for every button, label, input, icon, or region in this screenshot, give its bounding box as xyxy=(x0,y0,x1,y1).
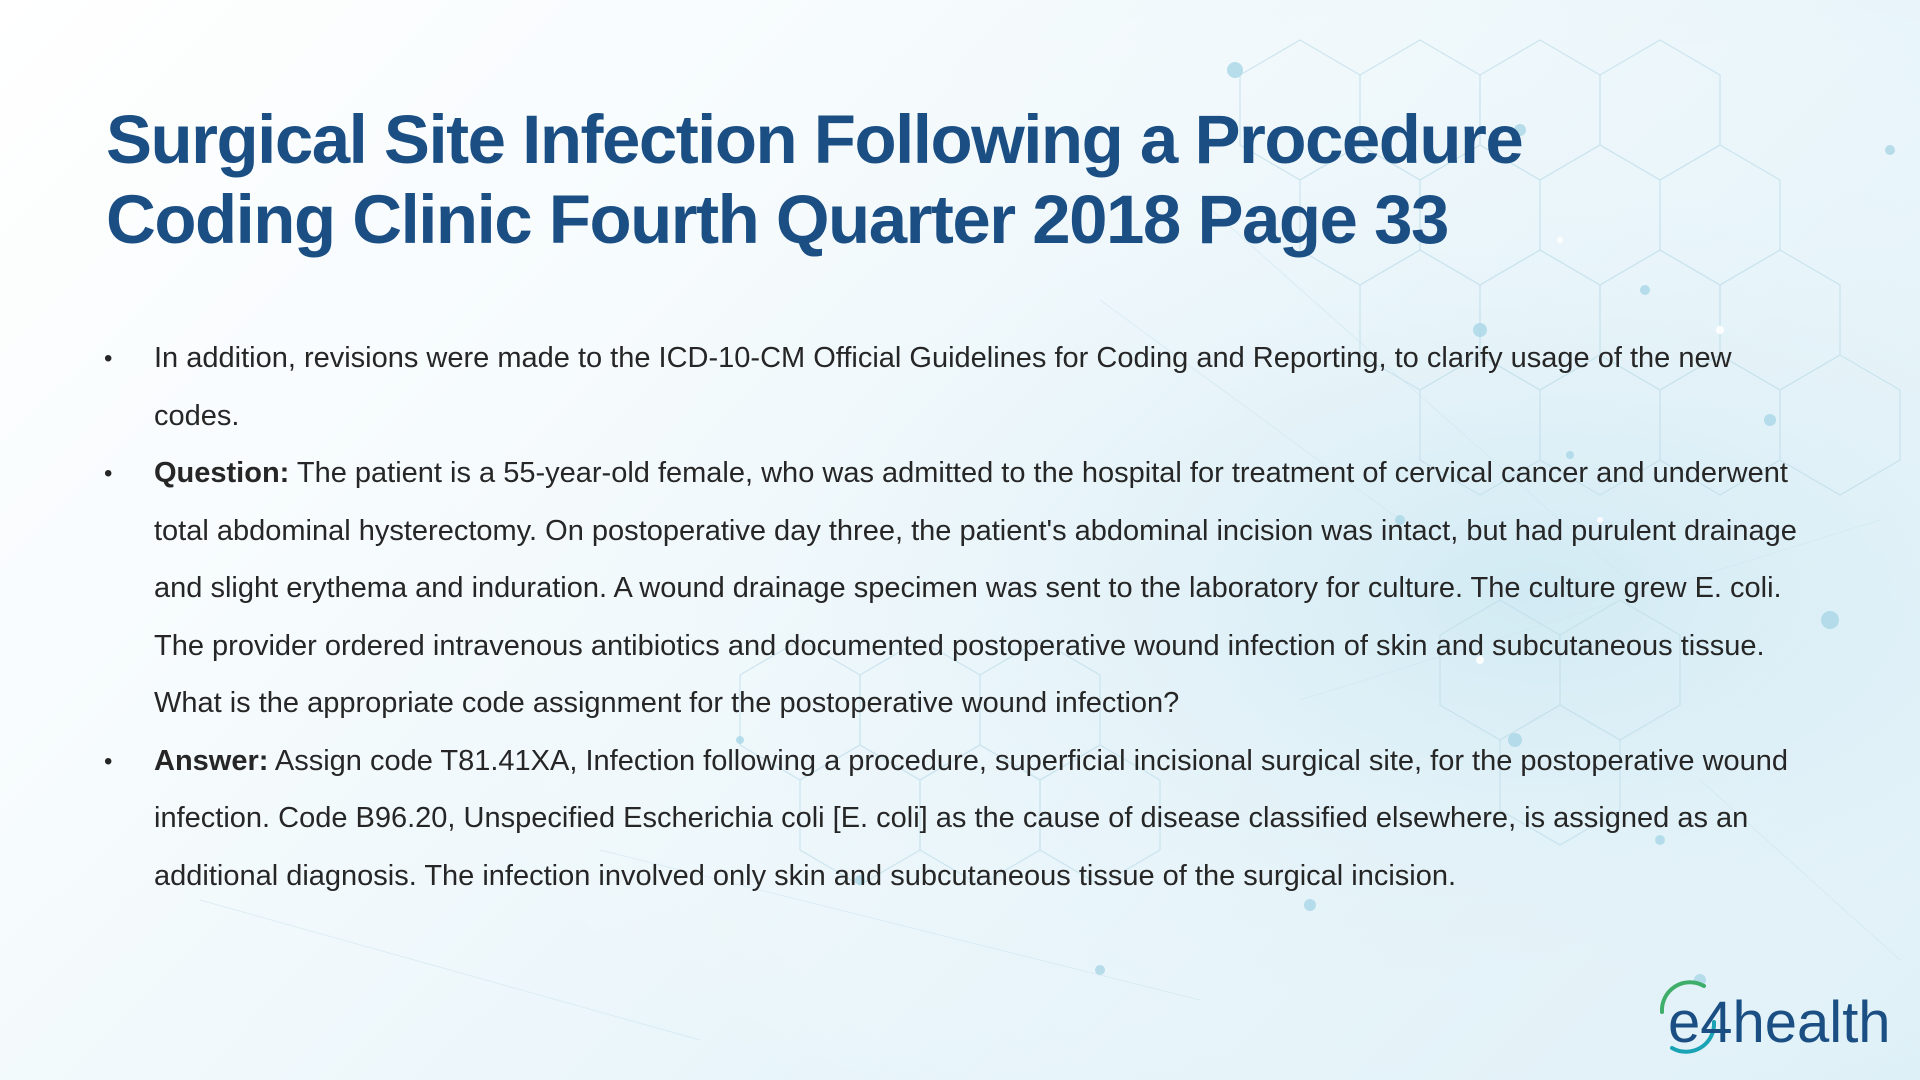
logo-prefix: e xyxy=(1668,990,1701,1055)
bullet-item-question xyxy=(104,445,1824,733)
answer-label: Answer: xyxy=(154,744,269,777)
bullet-list xyxy=(104,330,1824,905)
slide-title xyxy=(106,100,1806,260)
question-label: Question: xyxy=(154,457,290,489)
bullet-marker: • xyxy=(104,747,113,775)
bullet-text: In addition, revisions were made to the ICD-10-CM Official Guidelines for Coding and Reporting, to clarify usage of the new codes. xyxy=(154,342,1732,432)
svg-text:e4health xyxy=(1668,990,1891,1055)
bullet-item-intro xyxy=(104,330,1824,445)
e4health-logo xyxy=(1654,972,1894,1062)
bullet-marker: • xyxy=(104,460,113,487)
title-line-1: Surgical Site Infection Following a Procedure xyxy=(106,101,1523,178)
answer-text: Assign code T81.41XA, Infection following a procedure, superficial incisional surgical site, for the postoperative wound infection. Code B96.20, Unspecified Escherichia coli [E. coli] as the cause of disease classified elsewhere, is assigned as an additional diagnosis. The infection involved only skin and subcutaneous tissue of the surgical incision. xyxy=(154,744,1789,892)
logo-suffix: health xyxy=(1732,990,1891,1055)
bullet-marker: • xyxy=(104,345,113,372)
title-line-2: Coding Clinic Fourth Quarter 2018 Page 33 xyxy=(106,181,1448,258)
bullet-item-answer xyxy=(104,733,1824,906)
logo-digit: 4 xyxy=(1700,990,1733,1055)
question-text: The patient is a 55-year-old female, who was admitted to the hospital for treatment of cervical cancer and underwent total abdominal hysterectomy. On postoperative day three, the patient's abdominal incision was intact, but had purulent drainage and slight erythema and induration. A wound drainage specimen was sent to the laboratory for culture. The culture grew E. coli. The provider ordered intravenous antibiotics and documented postoperative wound infection of skin and subcutaneous tissue. What is the appropriate code assignment for the postoperative wound infection? xyxy=(154,457,1797,719)
